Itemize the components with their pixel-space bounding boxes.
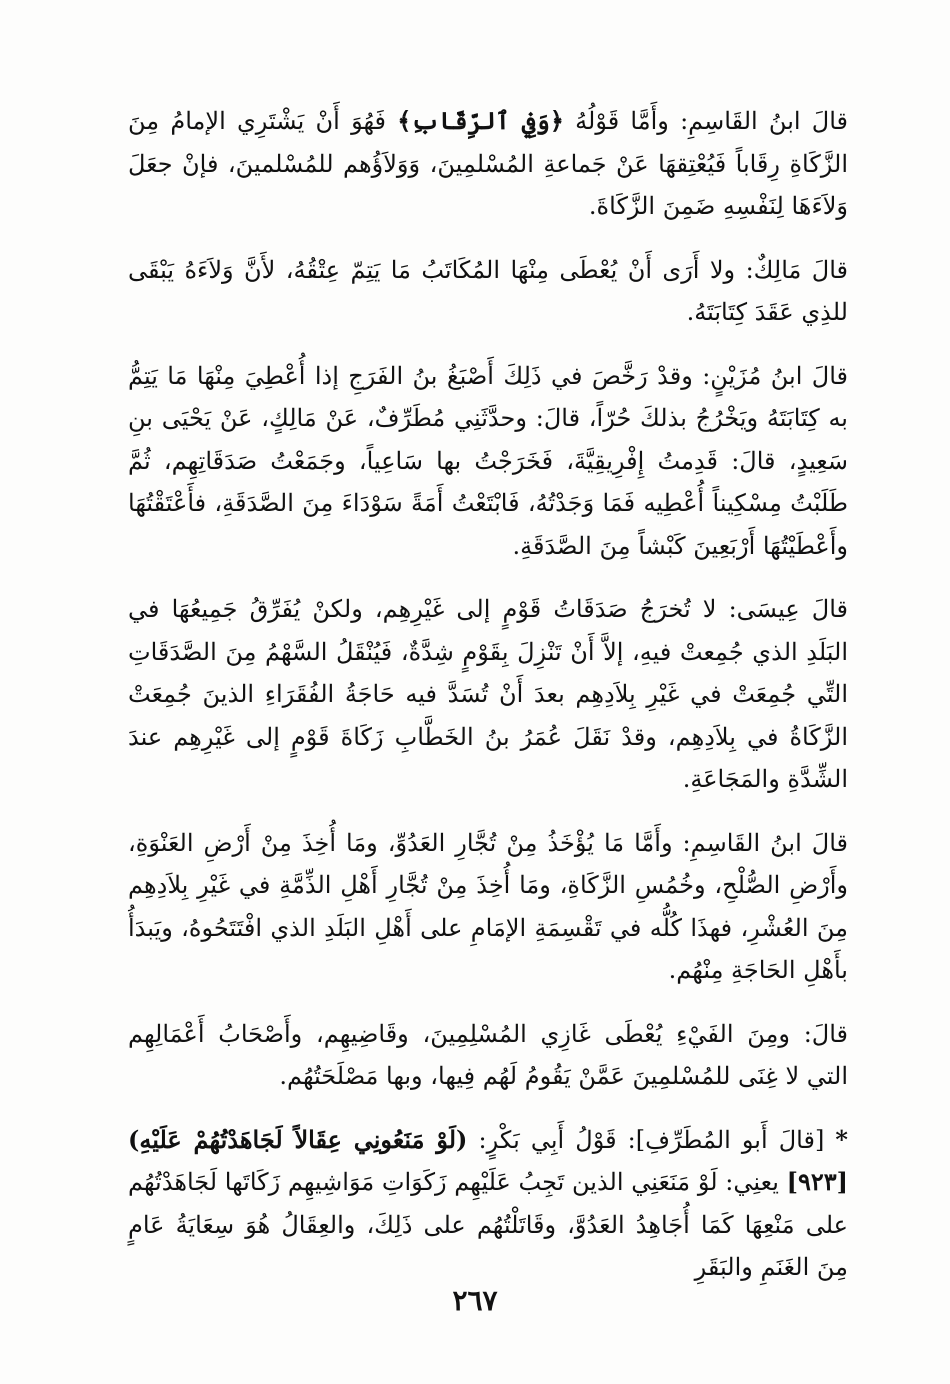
paragraph-text: فَهُوَ أَنْ يَشْتَرِي الإمامُ مِنَ الزَّكَاةِ رِقَاباً فَيُعْتِقهَا عَنْ جَماعةِ المُسْلمِينَ، وَوَلاَؤُهم للمُسْلمينَ، فإنْ جعَلَ وَلاَءَهَا لِنَفْسِهِ ضَمِنَ الزَّكَاةَ. xyxy=(128,107,848,220)
paragraph-malik xyxy=(128,249,848,334)
main-text xyxy=(128,100,848,1289)
paragraph-text: وأَمَّا مَا يُؤْخَذُ مِنْ تُجَّارِ العَدُوِّ، ومَا أُخِذَ مِنْ أَرْضِ العَنْوَةِ، وأَرْضِ الصُّلْحِ، وخُمُسِ الزَّكَاةِ، ومَا أُخِذَ مِنْ تُجَّارِ أَهْلِ الذِّمَّةِ في غَيْرِ بِلاَدِهِم مِنَ العُشْرِ، فهذَا كُلُّه في تَقْسِمَةِ الإمَامِ على أَهْلِ البَلَدِ الذي افْتَتَحُوهُ، ويَبدَأُ بأَهْلِ الحَاجَةِ مِنْهُم. xyxy=(128,828,848,984)
speaker-label: قالَ ابنُ القَاسِمِ: xyxy=(680,107,848,135)
paragraph-hadith-commentary xyxy=(128,1119,848,1289)
speaker-label: قالَ: xyxy=(803,1019,848,1048)
paragraph-ibn-alqasim-fay xyxy=(128,822,848,992)
paragraph-text: ولا أَرَى أَنْ يُعْطَى مِنْهَا المُكَاتَبُ مَا يَتِمّ عِتْقُهُ، لأَنَّ وَلاَءَهُ يَبْقَى للذِي عَقَدَ كِتَابَتَهُ. xyxy=(128,255,848,326)
hadith-explanation: يعنِي: لَوْ مَنَعَنِي الذين تَجِبُ عَلَيْهِم زَكَوَاتِ مَوَاشِيهِم زَكَاتَها لَجَاهَدْتُهُم على مَنْعِهَا كَمَا أُجَاهِدُ العَدُوَّ، وقَاتَلْتُهُم على ذَلِكَ، والعِقَالُ هُوَ سِعَايَةُ عَامٍ مِنَ الغَنَمِ والبَقَرِ xyxy=(128,1168,848,1281)
paragraph-qala xyxy=(128,1013,848,1098)
paragraph-ibn-alqasim-riqab xyxy=(128,100,848,228)
paragraph-isa xyxy=(128,588,848,801)
speaker-label: قالَ عِيسَى: xyxy=(728,595,848,623)
asterisk-marker: * xyxy=(835,1124,848,1154)
hadith-reference: [٩٢٣] xyxy=(786,1167,848,1196)
page-number: ٢٦٧ xyxy=(452,1284,498,1317)
speaker-label: قالَ ابنُ القَاسِمِ: xyxy=(682,828,848,857)
paragraph-ibn-muzayn xyxy=(128,355,848,568)
quran-quote: ﴿وَفِي ٱلرِّقَابِ﴾ xyxy=(397,106,564,135)
paragraph-text: وأَمَّا قَوْلُهُ xyxy=(575,107,669,135)
hadith-quote: (لَوْ مَنَعُونِي عِقَالاً لَجَاهَدْتُهُمْ عَلَيْهِ) xyxy=(128,1124,468,1154)
paragraph-text: لا تُخرَجُ صَدَقَاتُ قَوْمٍ إلى غَيْرِهِم، ولكنْ يُفَرِّقُ جَمِيعُهَا في البَلَدِ الذي جُمِعتْ فيهِ، إلاَّ أَنْ تَنْزِلَ بِقَوْمٍ شِدَّةٌ، فَيُنْقَلُ السَّهْمُ مِنَ الصَّدَقَاتِ التِّي جُمِعَتْ في غَيْرِ بِلاَدِهِم بعدَ أَنْ تُسَدَّ فيه حَاجَةُ الفُقَرَاءِ الذينَ جُمِعَتْ الزَّكَاةُ في بِلاَدِهِم، وقدْ نَقَلَ عُمَرُ بنُ الخَطَّابِ زَكَاةَ قَوْمٍ إلى غَيْرِهِم عندَ الشِّدَّةِ والمَجَاعَةِ. xyxy=(128,595,848,793)
hadith-intro: [قالَ أَبو المُطَرِّفِ]: قَوْلُ أَبِي بَكْرٍ: xyxy=(478,1125,825,1154)
speaker-label: قالَ ابنُ مُزَيْنٍ: xyxy=(702,361,849,390)
paragraph-text: وقدْ رَخَّصَ في ذَلِكَ أَصْبَغُ بنُ الفَرَجِ إذا أُعْطِيَ مِنْهَا مَا يَتِمُّ به كِتَابَتَهُ ويَخْرُجُ بذلكَ حُرّاً، قالَ: وحدَّثَنِي مُطَرِّفٌ، عَنْ مَالِكٍ، عَنْ يَحْيَى بنِ سَعِيدٍ، قالَ: قَدِمتُ إِفْرِيقِيَّةَ، فَخَرَجْتُ بها سَاعِياً، وجَمَعْتُ صَدَقَاتِهِم، ثُمَّ طَلَبْتُ مِسْكِيناً أُعْطِيه فَمَا وَجَدْتُهُ، فَابْتَعْتُ أَمَةً سَوْدَاءَ مِنَ الصَّدَقَةِ، فأَعْتَقْتُهَا وأَعْطَيْتُهَا أَرْبَعِينَ كَبْشاً مِنَ الصَّدَقَةِ. xyxy=(128,361,848,560)
paragraph-text: ومِنَ الفَيْءِ يُعْطَى غَازِي المُسْلِمِينَ، وقَاضِيهِم، وأَصْحَابُ أَعْمَالِهِم التي لا غِنَى للمُسْلمِينَ عَمَّنْ يَقُومُ لَهُم فِيها، وبها مَصْلَحَتُهُم. xyxy=(128,1019,848,1090)
speaker-label: قالَ مَالِكٌ: xyxy=(745,255,848,284)
